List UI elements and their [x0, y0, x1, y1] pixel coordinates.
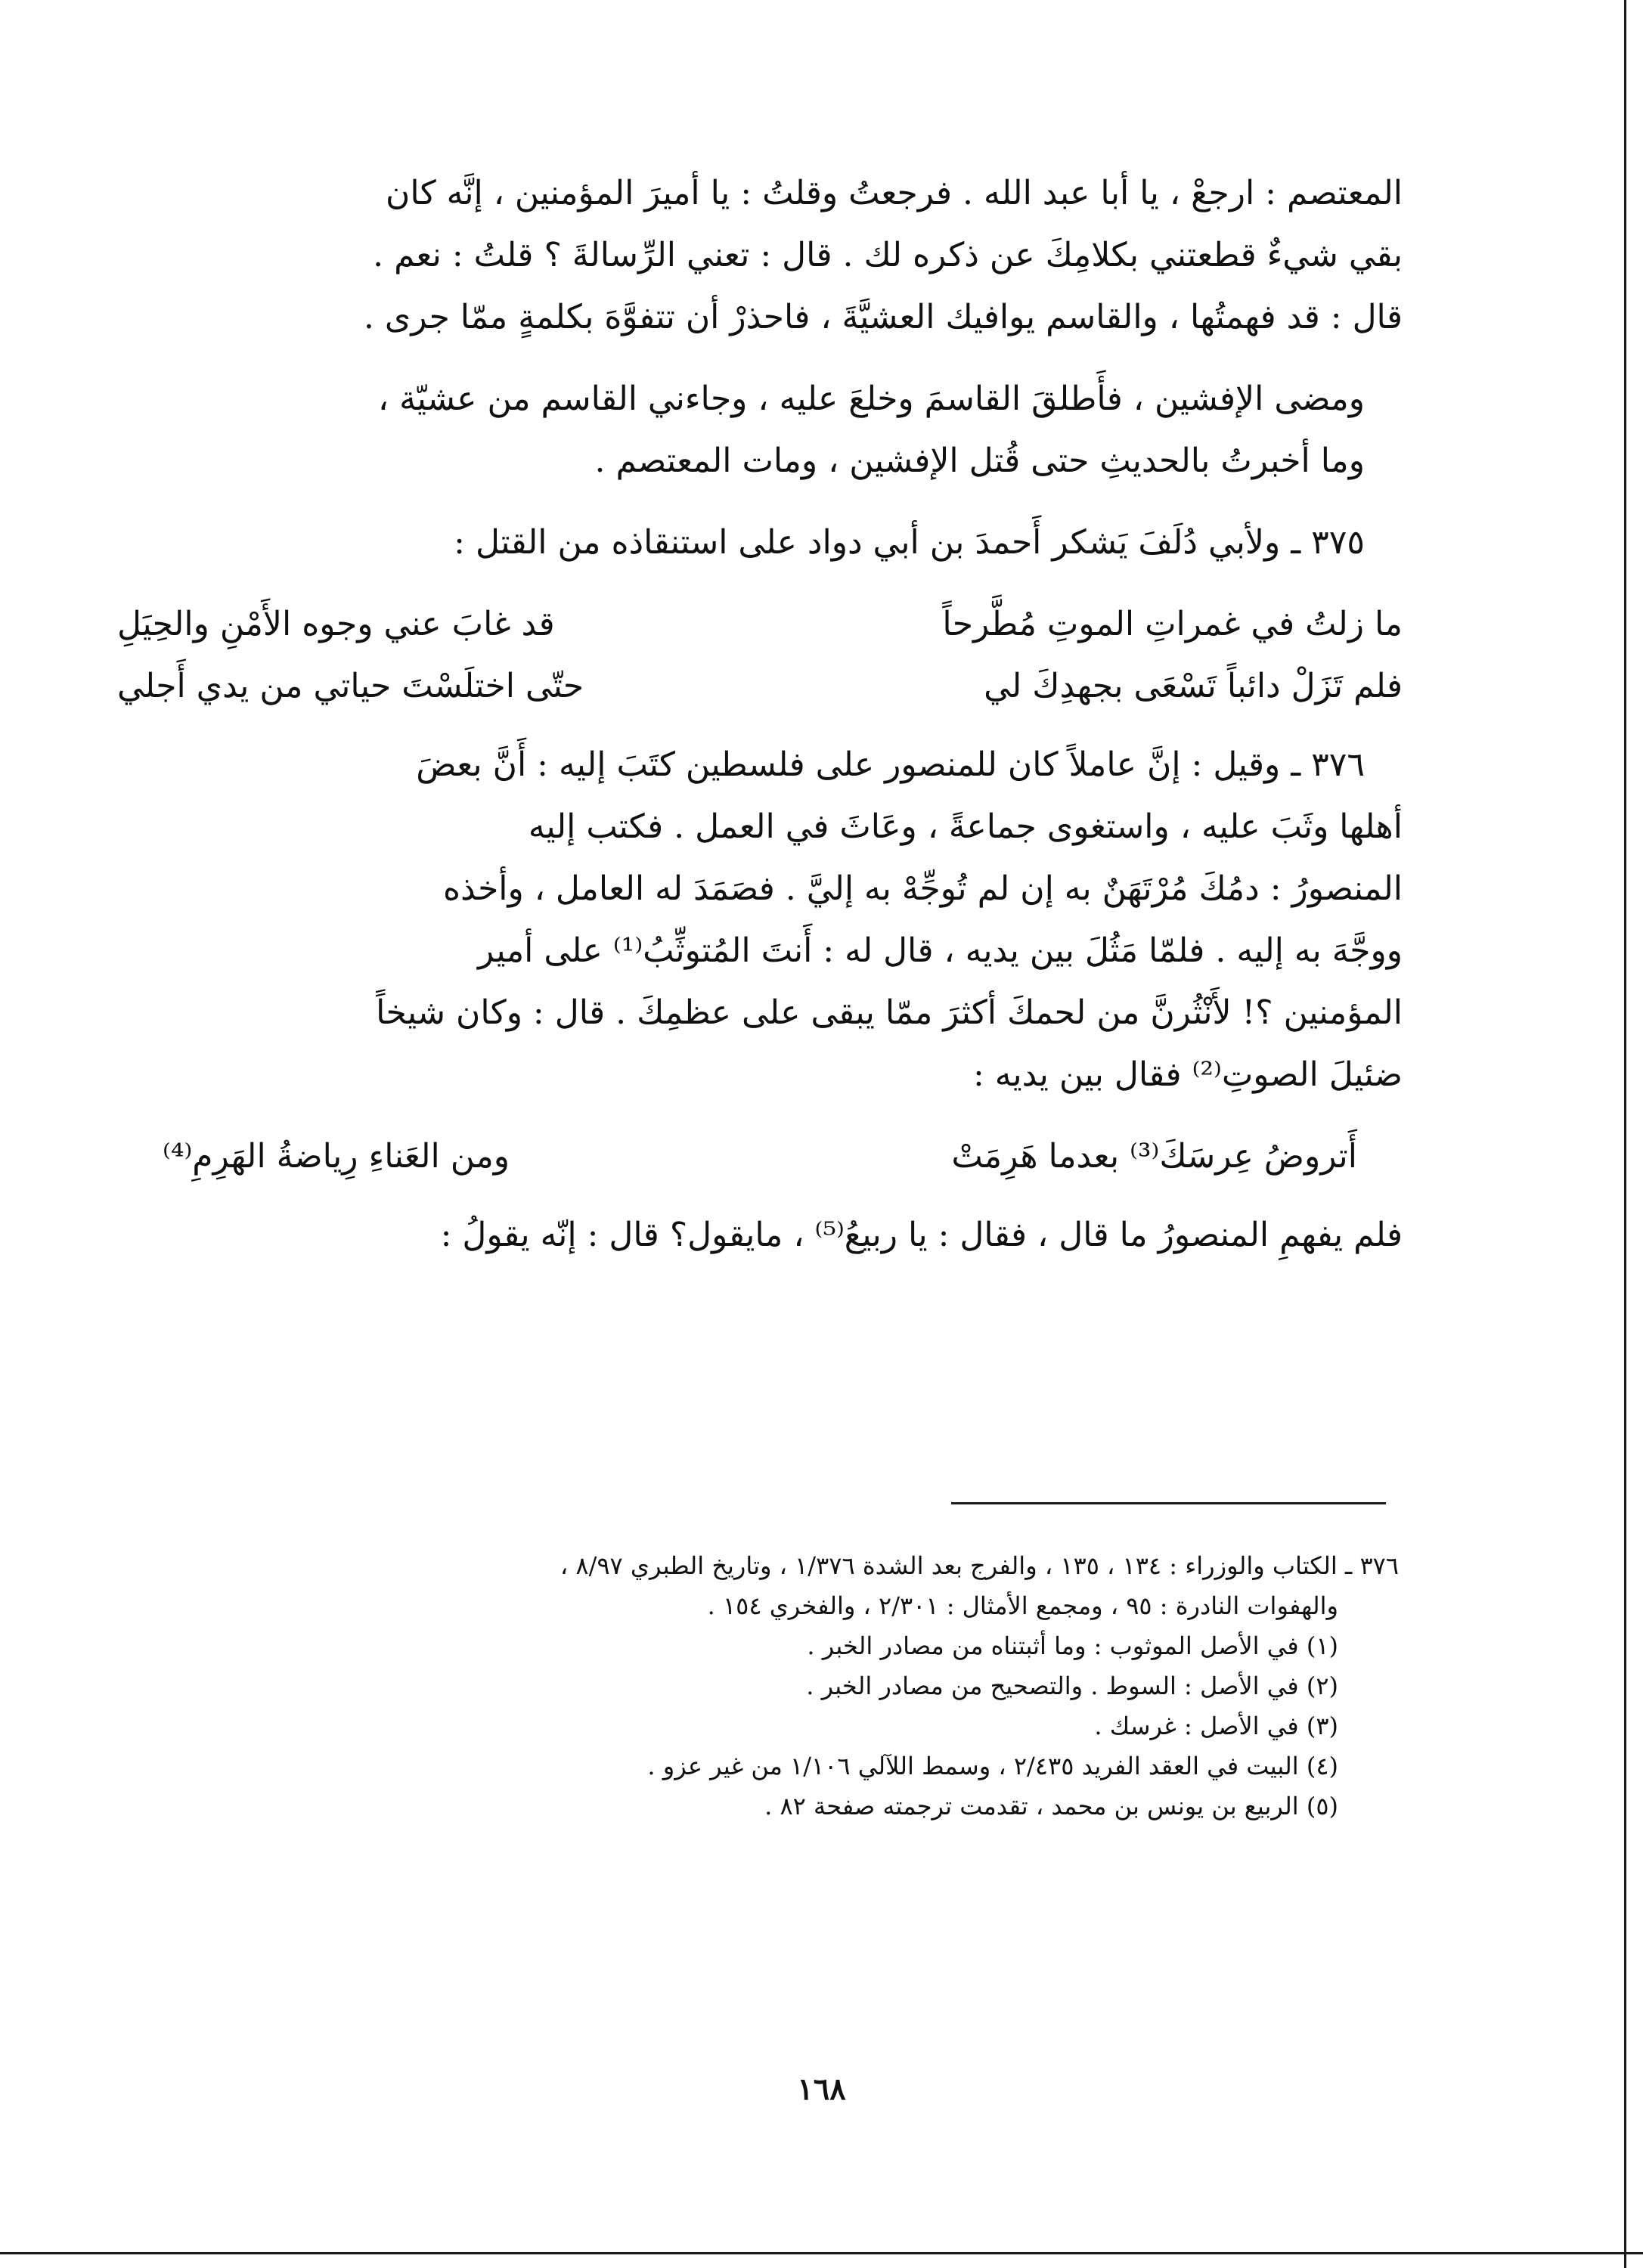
text-line: المؤمنين ؟! لأَنْثُرنَّ من لحمكَ أكثرَ ممّا يبقى على عظمِكَ . قال : وكان شيخاً — [376, 993, 1403, 1032]
footnote-3: (٣) في الأصل : غرسك . — [1094, 1712, 1338, 1740]
text-line: ٣٧٦ ـ وقيل : إنَّ عاملاً كان للمنصور على فلسطين كتَبَ إليه : أَنَّ بعضَ — [416, 745, 1365, 784]
text-line: وما أخبرتُ بالحديثِ حتى قُتل الإفشين ، ومات المعتصم . — [594, 442, 1365, 480]
verse-1 — [117, 593, 1403, 655]
poem-mansur — [117, 1126, 1403, 1188]
text-line: ووجَّهَ به إليه . فلمّا مَثُلَ بين يديه ، قال له : أَنتَ المُتوثِّبُ⁽¹⁾ على أمير — [478, 931, 1403, 970]
paragraph-376 — [117, 734, 1403, 1106]
verse-first-half: فلم تَزَلْ دائباً تَسْعَى بجهدِكَ لي — [984, 667, 1403, 705]
verse-second-half: حتّى اختلَسْتَ حياتي من يدي أَجلي — [117, 667, 584, 705]
text-line: ضئيلَ الصوتِ⁽²⁾ فقال بين يديه : — [972, 1055, 1403, 1094]
verse-second-half: ومن العَناءِ رِياضةُ الهَرِمِ⁽⁴⁾ — [163, 1137, 510, 1176]
text-line: أهلها وثَبَ عليه ، واستغوى جماعةً ، وعَاثَ في العمل . فكتب إليه — [528, 807, 1403, 846]
text-line: قال : قد فهمتُها ، والقاسم يوافيك العشيَّةَ ، فاحذرْ أن تتفوَّهَ بكلمةٍ ممّا جرى . — [363, 298, 1403, 336]
verse-first-half: ما زلتُ في غمراتِ الموتِ مُطَّرحاً — [942, 605, 1403, 643]
footnote-source-line: ٣٧٦ ـ الكتاب والوزراء : ١٣٤ ، ١٣٥ ، والفرج بعد الشدة ١/٣٧٦ ، وتاريخ الطبري ٨/٩٧ ، — [560, 1551, 1399, 1580]
footnote-5: (٥) الربيع بن يونس بن محمد ، تقدمت ترجمته صفحة ٨٢ . — [764, 1792, 1338, 1820]
paragraph-1 — [117, 163, 1403, 349]
footnote-1: (١) في الأصل الموثوب : وما أثبتناه من مصادر الخبر . — [807, 1631, 1338, 1660]
text-line: ومضى الإفشين ، فأَطلقَ القاسمَ وخلعَ عليه ، وجاءني القاسم من عشيّة ، — [377, 380, 1365, 418]
paragraph-2 — [117, 368, 1403, 492]
footnote-2: (٢) في الأصل : السوط . والتصحيح من مصادر الخبر . — [806, 1672, 1338, 1700]
verse-second-half: قد غابَ عني وجوه الأَمْنِ والحِيَلِ — [117, 605, 555, 643]
footnote-separator — [951, 1502, 1386, 1504]
text-line: بقي شيءٌ قطعتني بكلامِكَ عن ذكره لك . قال : تعني الرِّسالةَ ؟ قلتُ : نعم . — [373, 236, 1403, 274]
scan-edge-bottom — [0, 2252, 1643, 2254]
text-line: المنصورُ : دمُكَ مُرْتَهَنٌ به إن لم تُوجِّهْ به إليَّ . فصَمَدَ له العامل ، وأخذه — [442, 869, 1403, 908]
paragraph-375-heading — [117, 512, 1403, 574]
scan-edge-right — [1624, 0, 1626, 2268]
verse-2 — [117, 655, 1403, 717]
footnote-source-line: والهفوات النادرة : ٩٥ ، ومجمع الأمثال : ٢/٣٠١ ، والفخري ١٥٤ . — [707, 1591, 1338, 1620]
verse-1 — [117, 1126, 1403, 1188]
poem-abu-dulaf — [117, 593, 1403, 717]
text-line: فلم يفهمِ المنصورُ ما قال ، فقال : يا ربيعُ⁽⁵⁾ ، مايقول؟ قال : إنّه يقولُ : — [440, 1216, 1403, 1254]
paragraph-closing — [117, 1204, 1403, 1266]
text-line: ٣٧٥ ـ ولأبي دُلَفَ يَشكر أَحمدَ بن أبي دواد على استنقاذه من القتل : — [454, 523, 1365, 562]
text-line: المعتصم : ارجعْ ، يا أبا عبد الله . فرجعتُ وقلتُ : يا أميرَ المؤمنين ، إنَّه كان — [386, 174, 1403, 212]
main-text — [117, 163, 1403, 1286]
footnotes — [113, 1546, 1399, 1826]
page-number: ١٦٨ — [797, 2071, 846, 2107]
footnote-4: (٤) البيت في العقد الفريد ٢/٤٣٥ ، وسمط اللآلي ١/١٠٦ من غير عزو . — [647, 1752, 1338, 1780]
verse-first-half: أَتروضُ عِرسَكَ⁽³⁾ بعدما هَرِمَتْ — [951, 1137, 1357, 1176]
